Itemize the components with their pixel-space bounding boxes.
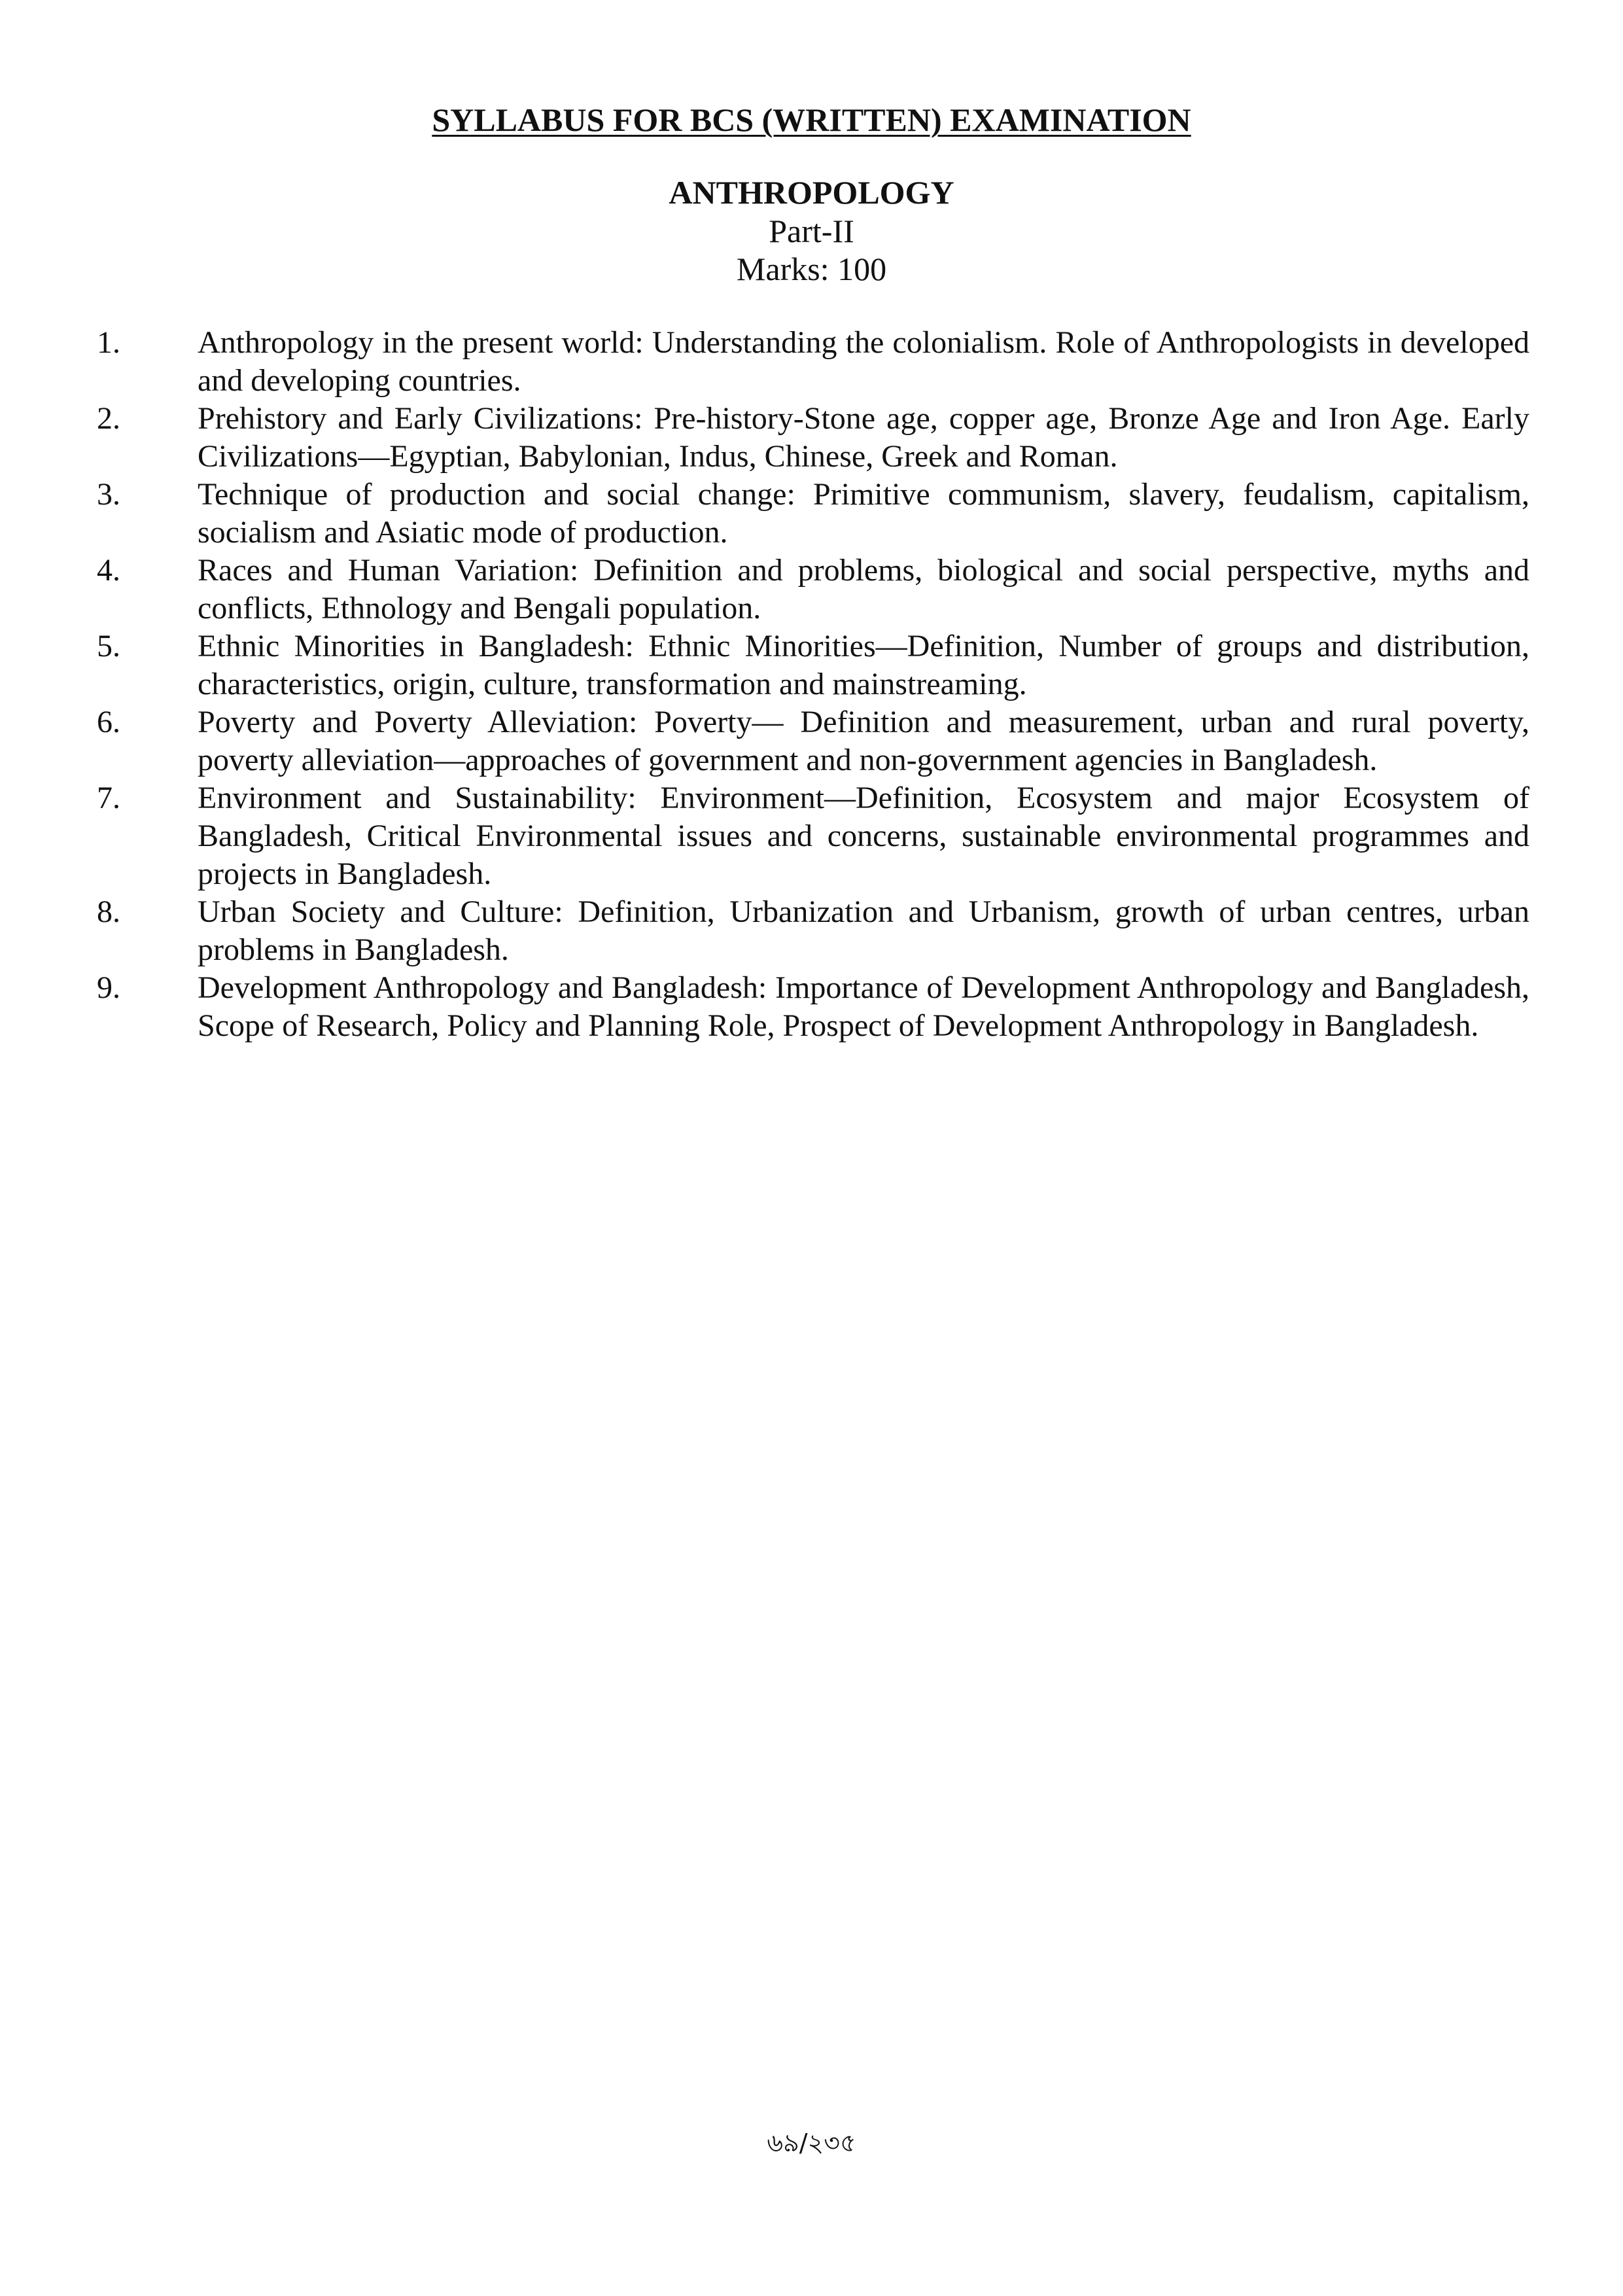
item-number: 3. xyxy=(97,477,120,512)
item-number: 6. xyxy=(97,705,120,739)
subject-heading: ANTHROPOLOGY xyxy=(669,174,954,211)
item-text: Ethnic Minorities in Bangladesh: Ethnic Minorities—Definition, Number of groups and distribution, characteristics, origin, culture, transformation and mainstreaming. xyxy=(198,629,1529,701)
syllabus-item xyxy=(97,476,1529,552)
syllabus-item xyxy=(97,324,1529,400)
item-number: 7. xyxy=(97,781,120,815)
syllabus-item xyxy=(97,627,1529,703)
part-label: Part-II xyxy=(769,213,854,249)
item-number: 2. xyxy=(97,401,120,436)
item-text: Prehistory and Early Civilizations: Pre-history-Stone age, copper age, Bronze Age and Iron Age. Early Civilizations—Egyptian, Babylonian, Indus, Chinese, Greek and Roman. xyxy=(198,401,1529,474)
item-number: 1. xyxy=(97,325,120,360)
syllabus-item xyxy=(97,552,1529,627)
syllabus-item xyxy=(97,779,1529,893)
item-number: 8. xyxy=(97,894,120,929)
item-text: Environment and Sustainability: Environment—Definition, Ecosystem and major Ecosystem of Bangladesh, Critical Environmental issues and concerns, sustainable environmental programmes and projects in Bangladesh. xyxy=(198,781,1529,891)
item-text: Races and Human Variation: Definition and problems, biological and social perspective, myths and conflicts, Ethnology and Bengali population. xyxy=(198,553,1529,626)
item-text: Poverty and Poverty Alleviation: Poverty— Definition and measurement, urban and rural poverty, poverty alleviation—approaches of government and non-government agencies in Bangladesh. xyxy=(198,705,1529,777)
item-text: Technique of production and social change: Primitive communism, slavery, feudalism, capitalism, socialism and Asiatic mode of production. xyxy=(198,477,1529,550)
item-text: Urban Society and Culture: Definition, Urbanization and Urbanism, growth of urban centres, urban problems in Bangladesh. xyxy=(198,894,1529,967)
item-number: 5. xyxy=(97,629,120,663)
page-title: SYLLABUS FOR BCS (WRITTEN) EXAMINATION xyxy=(432,101,1191,138)
item-number: 4. xyxy=(97,553,120,588)
syllabus-item xyxy=(97,703,1529,779)
marks-label: Marks: 100 xyxy=(736,251,887,287)
syllabus-item xyxy=(97,893,1529,969)
item-number: 9. xyxy=(97,970,120,1005)
page-number: ৬৯/২৩৫ xyxy=(767,2128,856,2157)
syllabus-item xyxy=(97,400,1529,476)
item-text: Development Anthropology and Bangladesh: Importance of Development Anthropology and Bangladesh, Scope of Research, Policy and Planning Role, Prospect of Development Anthropology in Bangladesh. xyxy=(198,970,1529,1043)
item-text: Anthropology in the present world: Understanding the colonialism. Role of Anthropologists in developed and developing countries. xyxy=(198,325,1529,398)
syllabus-list xyxy=(97,324,1529,1045)
syllabus-item xyxy=(97,969,1529,1045)
